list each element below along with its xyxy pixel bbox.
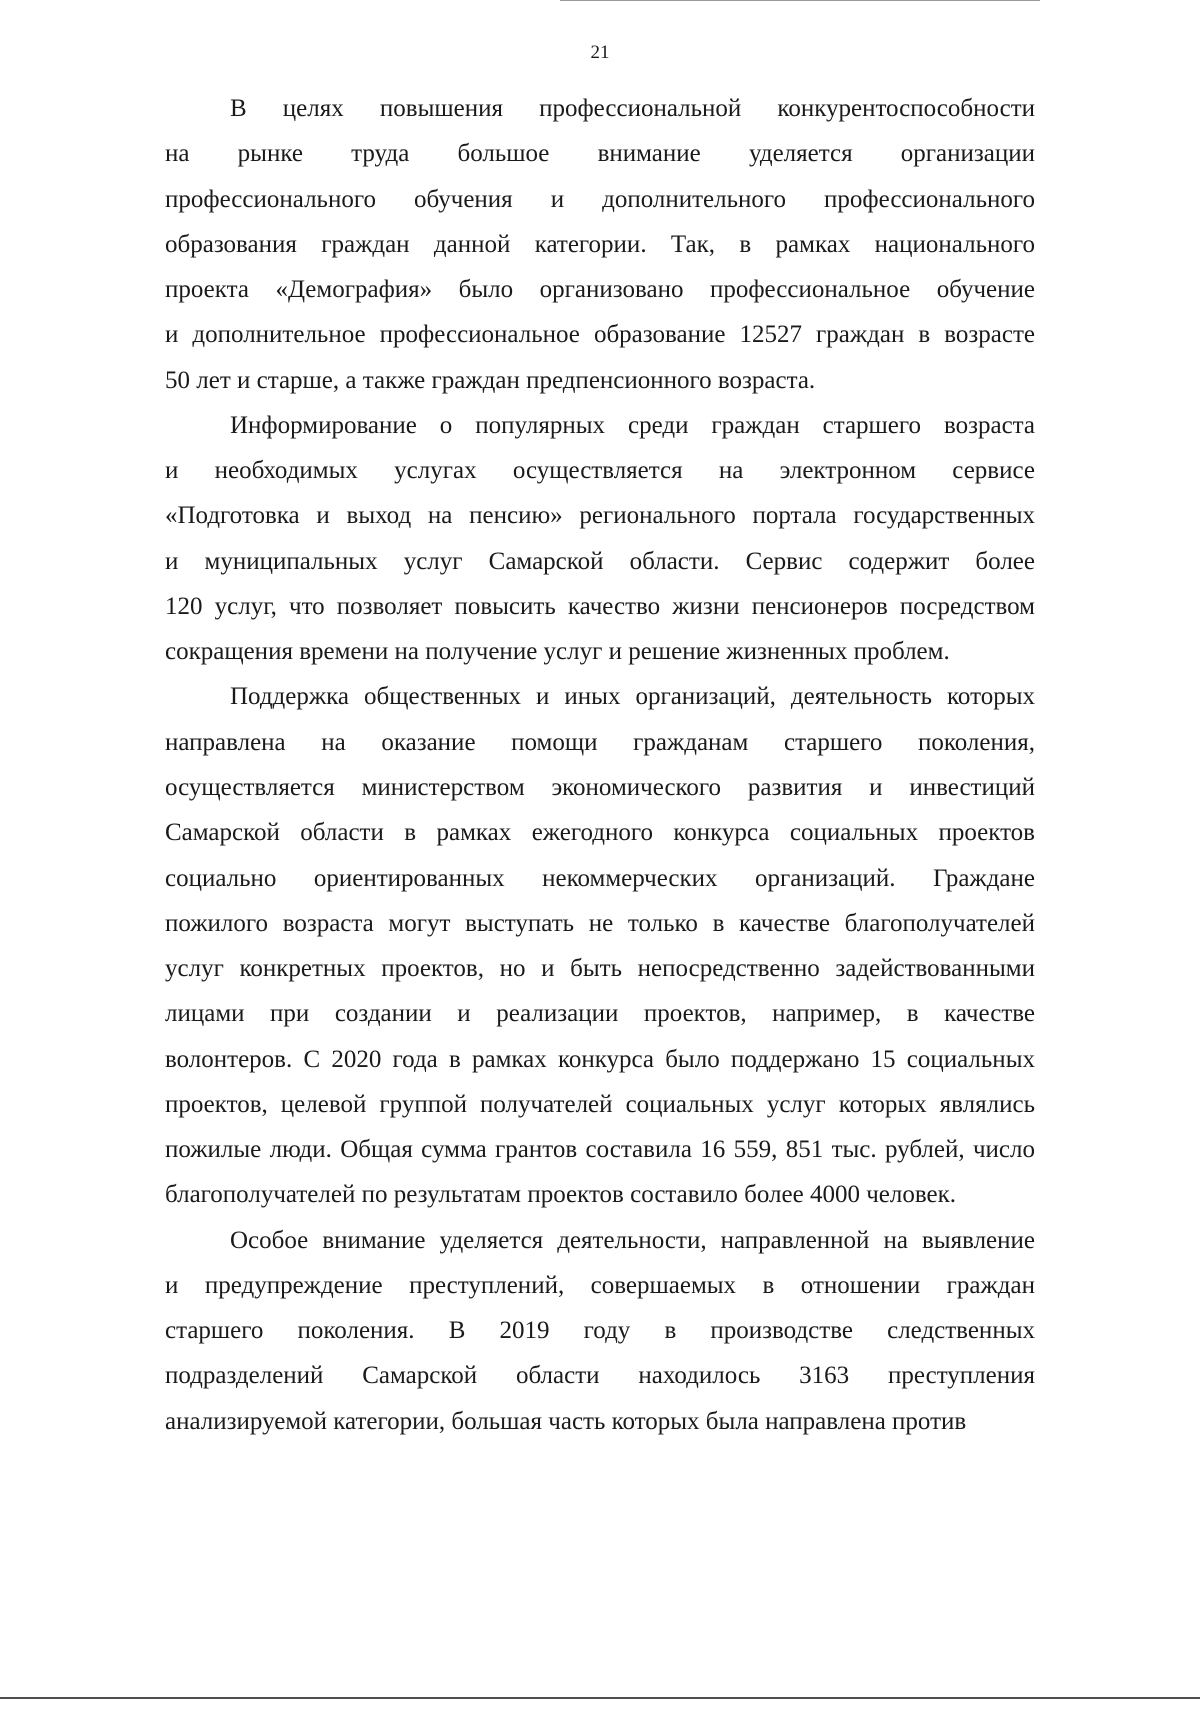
paragraph — [165, 1218, 1035, 1444]
paragraph — [165, 674, 1035, 1217]
text-line: и муниципальных услуг Самарской области. Сервис содержит более — [165, 547, 1035, 575]
text-line: В целях повышения профессиональной конкурентоспособности — [230, 95, 1035, 122]
page-number: 21 — [590, 42, 610, 63]
text-line: сокращения времени на получение услуг и решение жизненных проблем. — [165, 638, 950, 666]
text-line: профессионального обучения и дополнительного профессионального — [165, 185, 1035, 213]
text-line: 50 лет и старше, а также граждан предпенсионного возраста. — [165, 366, 816, 394]
text-line: старшего поколения. В 2019 году в производстве следственных — [165, 1317, 1035, 1345]
text-line: благополучателей по результатам проектов составило более 4000 человек. — [165, 1181, 957, 1209]
text-line: волонтеров. С 2020 года в рамках конкурса было поддержано 15 социальных — [165, 1045, 1035, 1073]
text-line: на рынке труда большое внимание уделяется организации — [165, 140, 1035, 168]
paragraph — [165, 86, 1035, 403]
text-line: анализируемой категории, большая часть которых была направлена против — [165, 1407, 967, 1435]
scan-edge-bottom — [0, 1697, 1200, 1699]
text-line: Поддержка общественных и иных организаций, деятельность которых — [230, 683, 1035, 711]
text-line: услуг конкретных проектов, но и быть непосредственно задействованными — [165, 955, 1035, 983]
paragraph — [165, 403, 1035, 675]
text-line: пожилые люди. Общая сумма грантов составила 16 559, 851 тыс. рублей, число — [165, 1136, 1035, 1164]
text-line: подразделений Самарской области находилось 3163 преступления — [165, 1362, 1035, 1390]
text-line: пожилого возраста могут выступать не только в качестве благополучателей — [165, 909, 1035, 937]
text-line: образования граждан данной категории. Так, в рамках национального — [165, 230, 1035, 258]
text-line: «Подготовка и выход на пенсию» регионального портала государственных — [165, 502, 1035, 530]
text-line: и дополнительное профессиональное образование 12527 граждан в возрасте — [165, 321, 1035, 349]
text-line: 120 услуг, что позволяет повысить качество жизни пенсионеров посредством — [165, 592, 1035, 620]
text-line: Самарской области в рамках ежегодного конкурса социальных проектов — [165, 819, 1035, 847]
text-line: Информирование о популярных среди граждан старшего возраста — [230, 411, 1035, 439]
scan-edge-top — [560, 0, 1040, 1]
text-line: и необходимых услугах осуществляется на электронном сервисе — [165, 457, 1035, 485]
text-line: проектов, целевой группой получателей социальных услуг которых являлись — [165, 1090, 1035, 1118]
text-line: проекта «Демография» было организовано профессиональное обучение — [165, 276, 1035, 304]
text-line: лицами при создании и реализации проектов, например, в качестве — [165, 1000, 1035, 1028]
text-line: и предупреждение преступлений, совершаемых в отношении граждан — [165, 1271, 1035, 1299]
text-line: осуществляется министерством экономического развития и инвестиций — [165, 773, 1035, 801]
text-line: направлена на оказание помощи гражданам старшего поколения, — [165, 728, 1035, 756]
document-body — [165, 86, 1035, 1444]
text-line: Особое внимание уделяется деятельности, направленной на выявление — [230, 1226, 1035, 1254]
text-line: социально ориентированных некоммерческих организаций. Граждане — [165, 864, 1035, 892]
